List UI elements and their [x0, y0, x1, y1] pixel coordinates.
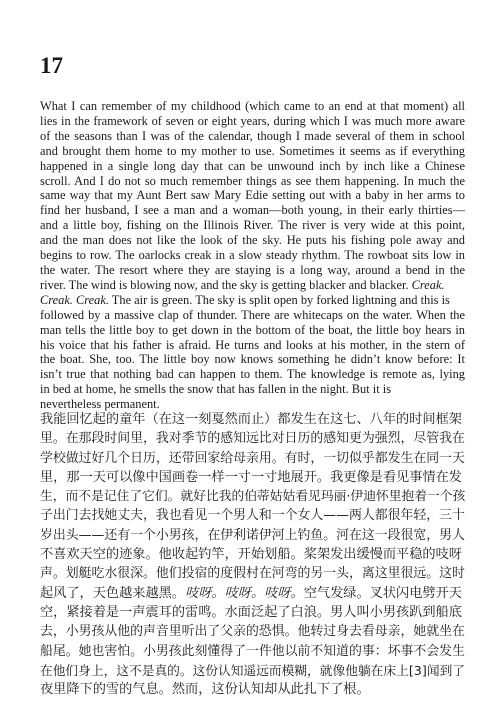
chinese-paragraph [40, 410, 465, 699]
english-line: and a little boy, fishing on the Illinois River. The river is very wide at this point, [40, 218, 465, 233]
chinese-line: 生，而不是记住了它们。就好比我的伯蒂姑姑看见玛丽·伊迪怀里抱着一个孩 [40, 489, 466, 505]
english-line: find her husband, I see a man and a woman—both young, in their early thirties— [40, 203, 465, 218]
chinese-italic-text: 吱呀。吱呀。吱呀。 [185, 585, 304, 601]
chinese-line: 空，紧接着是一声震耳的雷鸣。水面泛起了白浪。男人叫小男孩趴到船底 [40, 604, 462, 620]
english-line: and brought them home to my mother to use. Sometimes it seems as if everything [40, 143, 465, 158]
chinese-line: 里，那一天可以像中国画卷一样一寸一寸地展开。我更像是看见事情在发 [40, 469, 462, 485]
chinese-line: 不喜欢天空的迹象。他收起钓竿，开始划船。桨架发出缓慢而平稳的吱呀 [40, 547, 462, 563]
english-line: nevertheless permanent. [40, 397, 160, 412]
chinese-line: 在他们身上，这不是真的。这份认知遥远而模糊，就像他躺在床上[3]闻到了 [40, 662, 466, 678]
english-italic-text: Creak. Creak. [40, 292, 109, 307]
english-paragraph [40, 99, 465, 412]
chinese-line: 去，小男孩从他的声音里听出了父亲的恐惧。他转过身去看母亲，她就坐在 [40, 624, 465, 640]
chinese-line: 里。在那段时间里，我对季节的感知远比对日历的感知更为强烈，尽管我在 [40, 431, 465, 447]
english-line: lies in the framework of seven or eight years, during which I was much more aware [40, 113, 465, 128]
english-line: the water. The resort where they are staying is a long way, around a bend in the [40, 262, 465, 277]
english-italic-text: Creak. [411, 277, 445, 292]
english-line: and the man does not like the look of the sky. He puts his fishing pole away and [40, 233, 465, 248]
chapter-number: 17 [40, 53, 63, 78]
english-line: begins to row. The oarlocks creak in a slow steady rhythm. The rowboat sits low in [40, 248, 465, 263]
english-line: in bed at home, he smells the snow that has fallen in the night. But it is [40, 382, 392, 397]
chinese-line: 夜里降下的雪的气息。然而，这份认知却从此扎下了根。 [40, 682, 370, 698]
english-text: river. The wind is blowing now, and the sky is getting blacker and blacker. [40, 277, 412, 292]
chinese-line: 岁出头——还有一个小男孩，在伊利诺伊河上钓鱼。河在这一段很宽，男人 [40, 527, 465, 543]
chinese-line: 我能回忆起的童年（在这一刻戛然而止）都发生在这七、八年的时间框架 [40, 412, 462, 427]
chinese-text: 空气发绿。叉状闪电劈开天 [303, 585, 462, 601]
english-line: isn’t true that nothing bad can happen to them. The knowledge is remote as, lying [40, 367, 465, 382]
chinese-line: 子出门去找她丈夫，我也看见一个男人和一个女人——两人都很年轻，三十 [40, 508, 465, 524]
english-text: The air is green. The sky is split open by forked lightning and this is [108, 292, 450, 307]
english-line: same way that my Aunt Bert saw Mary Edie setting out with a baby in her arms to [40, 188, 465, 203]
english-line: his voice that his father is afraid. He turns and looks at his mother, in the stern of [40, 337, 465, 352]
chinese-text: 起风了，天色越来越黑。 [40, 585, 186, 601]
chinese-line: 学校做过好几个日历，还带回家给母亲用。有时，一切似乎都发生在同一天 [40, 450, 465, 466]
english-line: What I can remember of my childhood (which came to an end at that moment) all [40, 99, 465, 113]
chinese-line [40, 584, 465, 603]
english-line [40, 293, 465, 308]
english-line: scroll. And I do not so much remember things as see them happening. In much the [40, 173, 465, 188]
english-line: man tells the little boy to get down in the bottom of the boat, the little boy hears in [40, 322, 465, 337]
english-line: followed by a massive clap of thunder. There are whitecaps on the water. When the [40, 307, 465, 322]
chinese-line: 声。划艇吃水很深。他们投宿的度假村在河弯的另一头，离这里很远。这时 [40, 566, 465, 582]
english-line [40, 278, 465, 293]
english-line: happened in a single long day that can be unwound inch by inch like a Chinese [40, 158, 465, 173]
chinese-line: 船尾。她也害怕。小男孩此刻懂得了一件他以前不知道的事：坏事不会发生 [40, 643, 465, 659]
english-line: the boat. She, too. The little boy now knows something he didn’t know before: It [40, 352, 465, 367]
english-line: of the seasons than I was of the calendar, though I made several of them in school [40, 128, 465, 143]
